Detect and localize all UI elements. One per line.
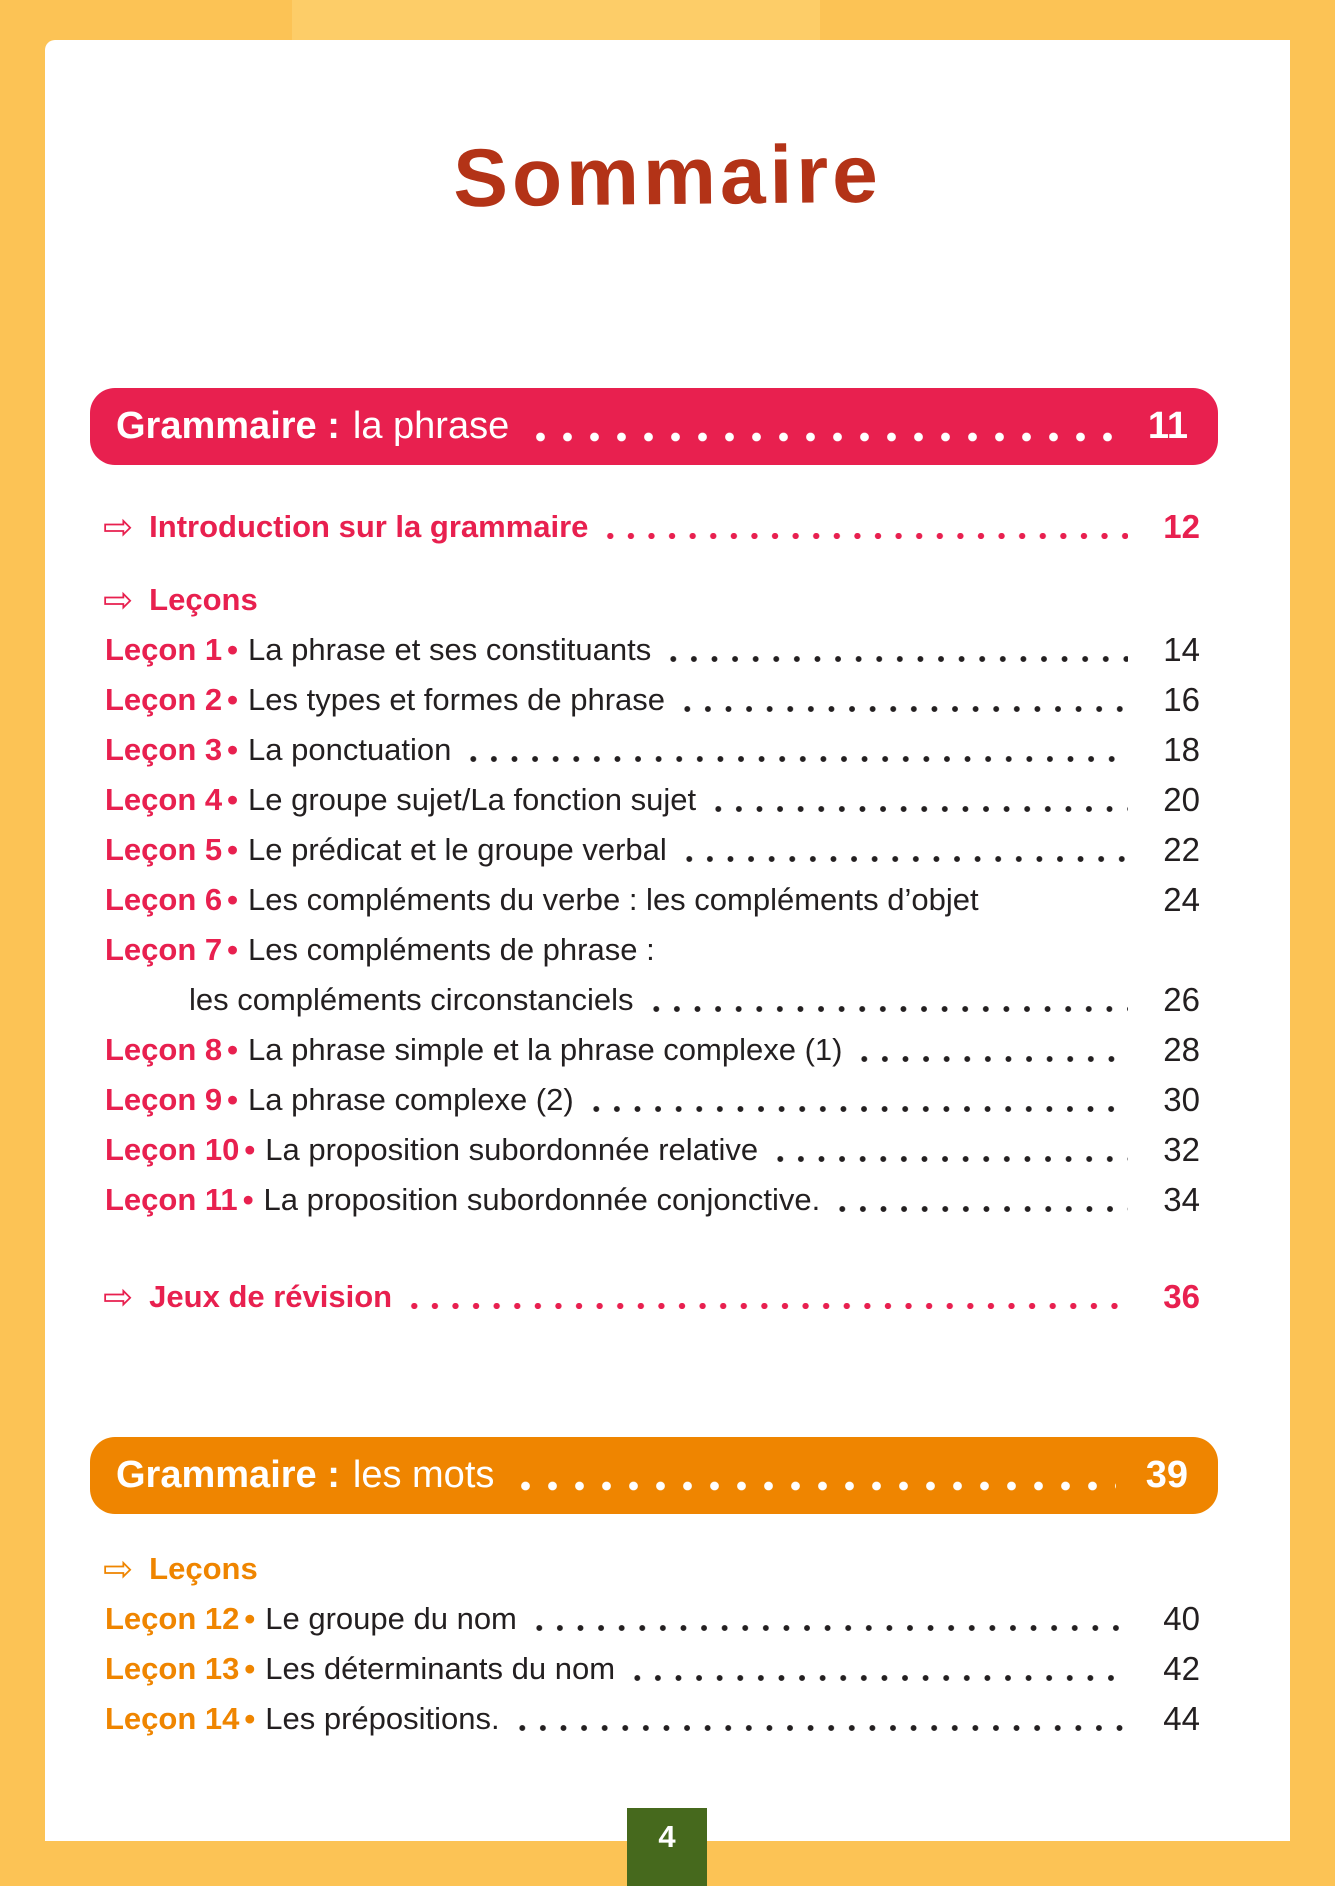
footer-page-number: 4 xyxy=(658,1819,676,1854)
lesson-title: La phrase et ses constituants xyxy=(248,632,652,667)
lesson-label: Leçon 1 xyxy=(105,632,223,667)
bullet-icon: • xyxy=(244,1651,256,1686)
lesson-label: Leçon 4 xyxy=(105,782,223,817)
toc-entry-introduction xyxy=(45,502,1290,552)
banner-page-number: 39 xyxy=(1145,1454,1188,1496)
lesson-title: Les compléments du verbe : les compléments d’objet xyxy=(248,882,979,917)
entry-page-number: 26 xyxy=(1163,981,1200,1018)
bullet-icon: • xyxy=(227,632,239,667)
bullet-icon: • xyxy=(227,732,239,767)
banner-title-regular: les mots xyxy=(352,1454,495,1496)
lesson-title: La phrase complexe (2) xyxy=(248,1082,574,1117)
bullet-icon: • xyxy=(227,1032,239,1067)
bullet-icon: • xyxy=(227,782,239,817)
lesson-title: Les déterminants du nom xyxy=(265,1651,616,1686)
toc-entry-lecon-3 xyxy=(45,725,1290,775)
lesson-title-continued: les compléments circonstanciels xyxy=(189,982,634,1017)
arrow-right-icon: ⇨ xyxy=(103,506,134,547)
toc-entry-lecon-5 xyxy=(45,825,1290,875)
lesson-label: Leçon 13 xyxy=(105,1651,240,1686)
lesson-label: Leçon 8 xyxy=(105,1032,223,1067)
toc-entry-jeux-de-revision xyxy=(45,1272,1290,1322)
banner-title-regular: la phrase xyxy=(352,405,510,447)
dotted-leader xyxy=(706,775,1128,825)
arrow-right-icon: ⇨ xyxy=(103,1276,134,1317)
entry-page-number: 34 xyxy=(1163,1181,1200,1218)
dotted-leader xyxy=(644,975,1128,1025)
top-border-tab xyxy=(292,0,820,44)
lesson-title: Les prépositions. xyxy=(265,1701,500,1736)
entry-page-number: 14 xyxy=(1163,631,1200,668)
entry-page-number: 30 xyxy=(1163,1081,1200,1118)
entry-page-number: 12 xyxy=(1163,508,1200,545)
dotted-leader xyxy=(675,675,1128,725)
lesson-label: Leçon 6 xyxy=(105,882,223,917)
entry-page-number: 22 xyxy=(1163,831,1200,868)
lesson-label: Leçon 3 xyxy=(105,732,223,767)
toc-entry-lecon-14 xyxy=(45,1694,1290,1744)
entry-page-number: 18 xyxy=(1163,731,1200,768)
lesson-label: Leçon 10 xyxy=(105,1132,240,1167)
bullet-icon: • xyxy=(244,1132,256,1167)
entry-page-number: 24 xyxy=(1163,881,1200,918)
toc-entry-lecon-9 xyxy=(45,1075,1290,1125)
lesson-label: Leçon 12 xyxy=(105,1601,240,1636)
lessons-header-label: Leçons xyxy=(149,1551,258,1586)
dotted-leader xyxy=(402,1272,1128,1322)
dotted-leader xyxy=(584,1075,1128,1125)
dotted-leader xyxy=(510,1437,1116,1514)
lesson-label: Leçon 9 xyxy=(105,1082,223,1117)
bullet-icon: • xyxy=(244,1701,256,1736)
bullet-icon: • xyxy=(227,882,239,917)
lessons-list-section1 xyxy=(45,625,1290,1225)
bullet-icon: • xyxy=(227,682,239,717)
dotted-leader xyxy=(661,625,1128,675)
toc-entry-lecon-4 xyxy=(45,775,1290,825)
footer-page-number-badge xyxy=(627,1808,707,1886)
dotted-leader xyxy=(677,825,1128,875)
lesson-label: Leçon 2 xyxy=(105,682,223,717)
banner-page-number: 11 xyxy=(1147,405,1188,447)
entry-page-number: 36 xyxy=(1163,1278,1200,1315)
content-sheet xyxy=(45,40,1290,1841)
toc-entry-lecon-7-line2 xyxy=(45,975,1290,1025)
entry-page-number: 42 xyxy=(1163,1650,1200,1687)
dotted-leader xyxy=(461,725,1128,775)
entry-label: Introduction sur la grammaire xyxy=(149,509,589,544)
bullet-icon: • xyxy=(242,1182,254,1217)
dotted-leader xyxy=(625,1644,1128,1694)
lessons-header-label: Leçons xyxy=(149,582,258,617)
entry-page-number: 28 xyxy=(1163,1031,1200,1068)
lessons-header xyxy=(45,1544,1290,1594)
page-title: Sommaire xyxy=(452,128,883,225)
lesson-label: Leçon 7 xyxy=(105,932,223,967)
toc-entry-lecon-8 xyxy=(45,1025,1290,1075)
lesson-title: La proposition subordonnée conjonctive. xyxy=(263,1182,821,1217)
dotted-leader xyxy=(510,1694,1128,1744)
section-banner-grammaire-les-mots xyxy=(90,1437,1218,1514)
lesson-title: Les types et formes de phrase xyxy=(248,682,666,717)
toc-entry-lecon-12 xyxy=(45,1594,1290,1644)
dotted-leader xyxy=(527,1594,1128,1644)
lesson-title: Les compléments de phrase : xyxy=(248,932,655,967)
banner-title-bold: Grammaire : xyxy=(116,1454,340,1496)
toc-entry-lecon-10 xyxy=(45,1125,1290,1175)
lesson-label: Leçon 11 xyxy=(105,1182,238,1217)
lessons-list-section2 xyxy=(45,1594,1290,1744)
lesson-label: Leçon 5 xyxy=(105,832,223,867)
lesson-title: La proposition subordonnée relative xyxy=(265,1132,759,1167)
lessons-header xyxy=(45,575,1290,625)
section-banner-grammaire-la-phrase xyxy=(90,388,1218,465)
banner-title-bold: Grammaire : xyxy=(116,405,340,447)
dotted-leader xyxy=(852,1025,1128,1075)
entry-page-number: 32 xyxy=(1163,1131,1200,1168)
lesson-title: Le prédicat et le groupe verbal xyxy=(248,832,667,867)
lesson-title: Le groupe du nom xyxy=(265,1601,517,1636)
lesson-title: La phrase simple et la phrase complexe (1) xyxy=(248,1032,843,1067)
bullet-icon: • xyxy=(227,932,239,967)
entry-label: Jeux de révision xyxy=(149,1279,393,1314)
lesson-label: Leçon 14 xyxy=(105,1701,240,1736)
dotted-leader xyxy=(525,388,1116,465)
entry-page-number: 40 xyxy=(1163,1600,1200,1637)
arrow-right-icon: ⇨ xyxy=(103,1548,134,1589)
toc-entry-lecon-11 xyxy=(45,1175,1290,1225)
entry-page-number: 16 xyxy=(1163,681,1200,718)
toc-entry-lecon-13 xyxy=(45,1644,1290,1694)
dotted-leader xyxy=(598,502,1128,552)
dotted-leader xyxy=(830,1175,1128,1225)
toc-entry-lecon-6 xyxy=(45,875,1290,925)
bullet-icon: • xyxy=(227,832,239,867)
bullet-icon: • xyxy=(244,1601,256,1636)
bullet-icon: • xyxy=(227,1082,239,1117)
entry-page-number: 44 xyxy=(1163,1700,1200,1737)
entry-page-number: 20 xyxy=(1163,781,1200,818)
arrow-right-icon: ⇨ xyxy=(103,579,134,620)
toc-entry-lecon-1 xyxy=(45,625,1290,675)
dotted-leader xyxy=(768,1125,1128,1175)
lesson-title: Le groupe sujet/La fonction sujet xyxy=(248,782,697,817)
lesson-title: La ponctuation xyxy=(248,732,452,767)
toc-entry-lecon-7 xyxy=(45,925,1290,975)
toc-entry-lecon-2 xyxy=(45,675,1290,725)
